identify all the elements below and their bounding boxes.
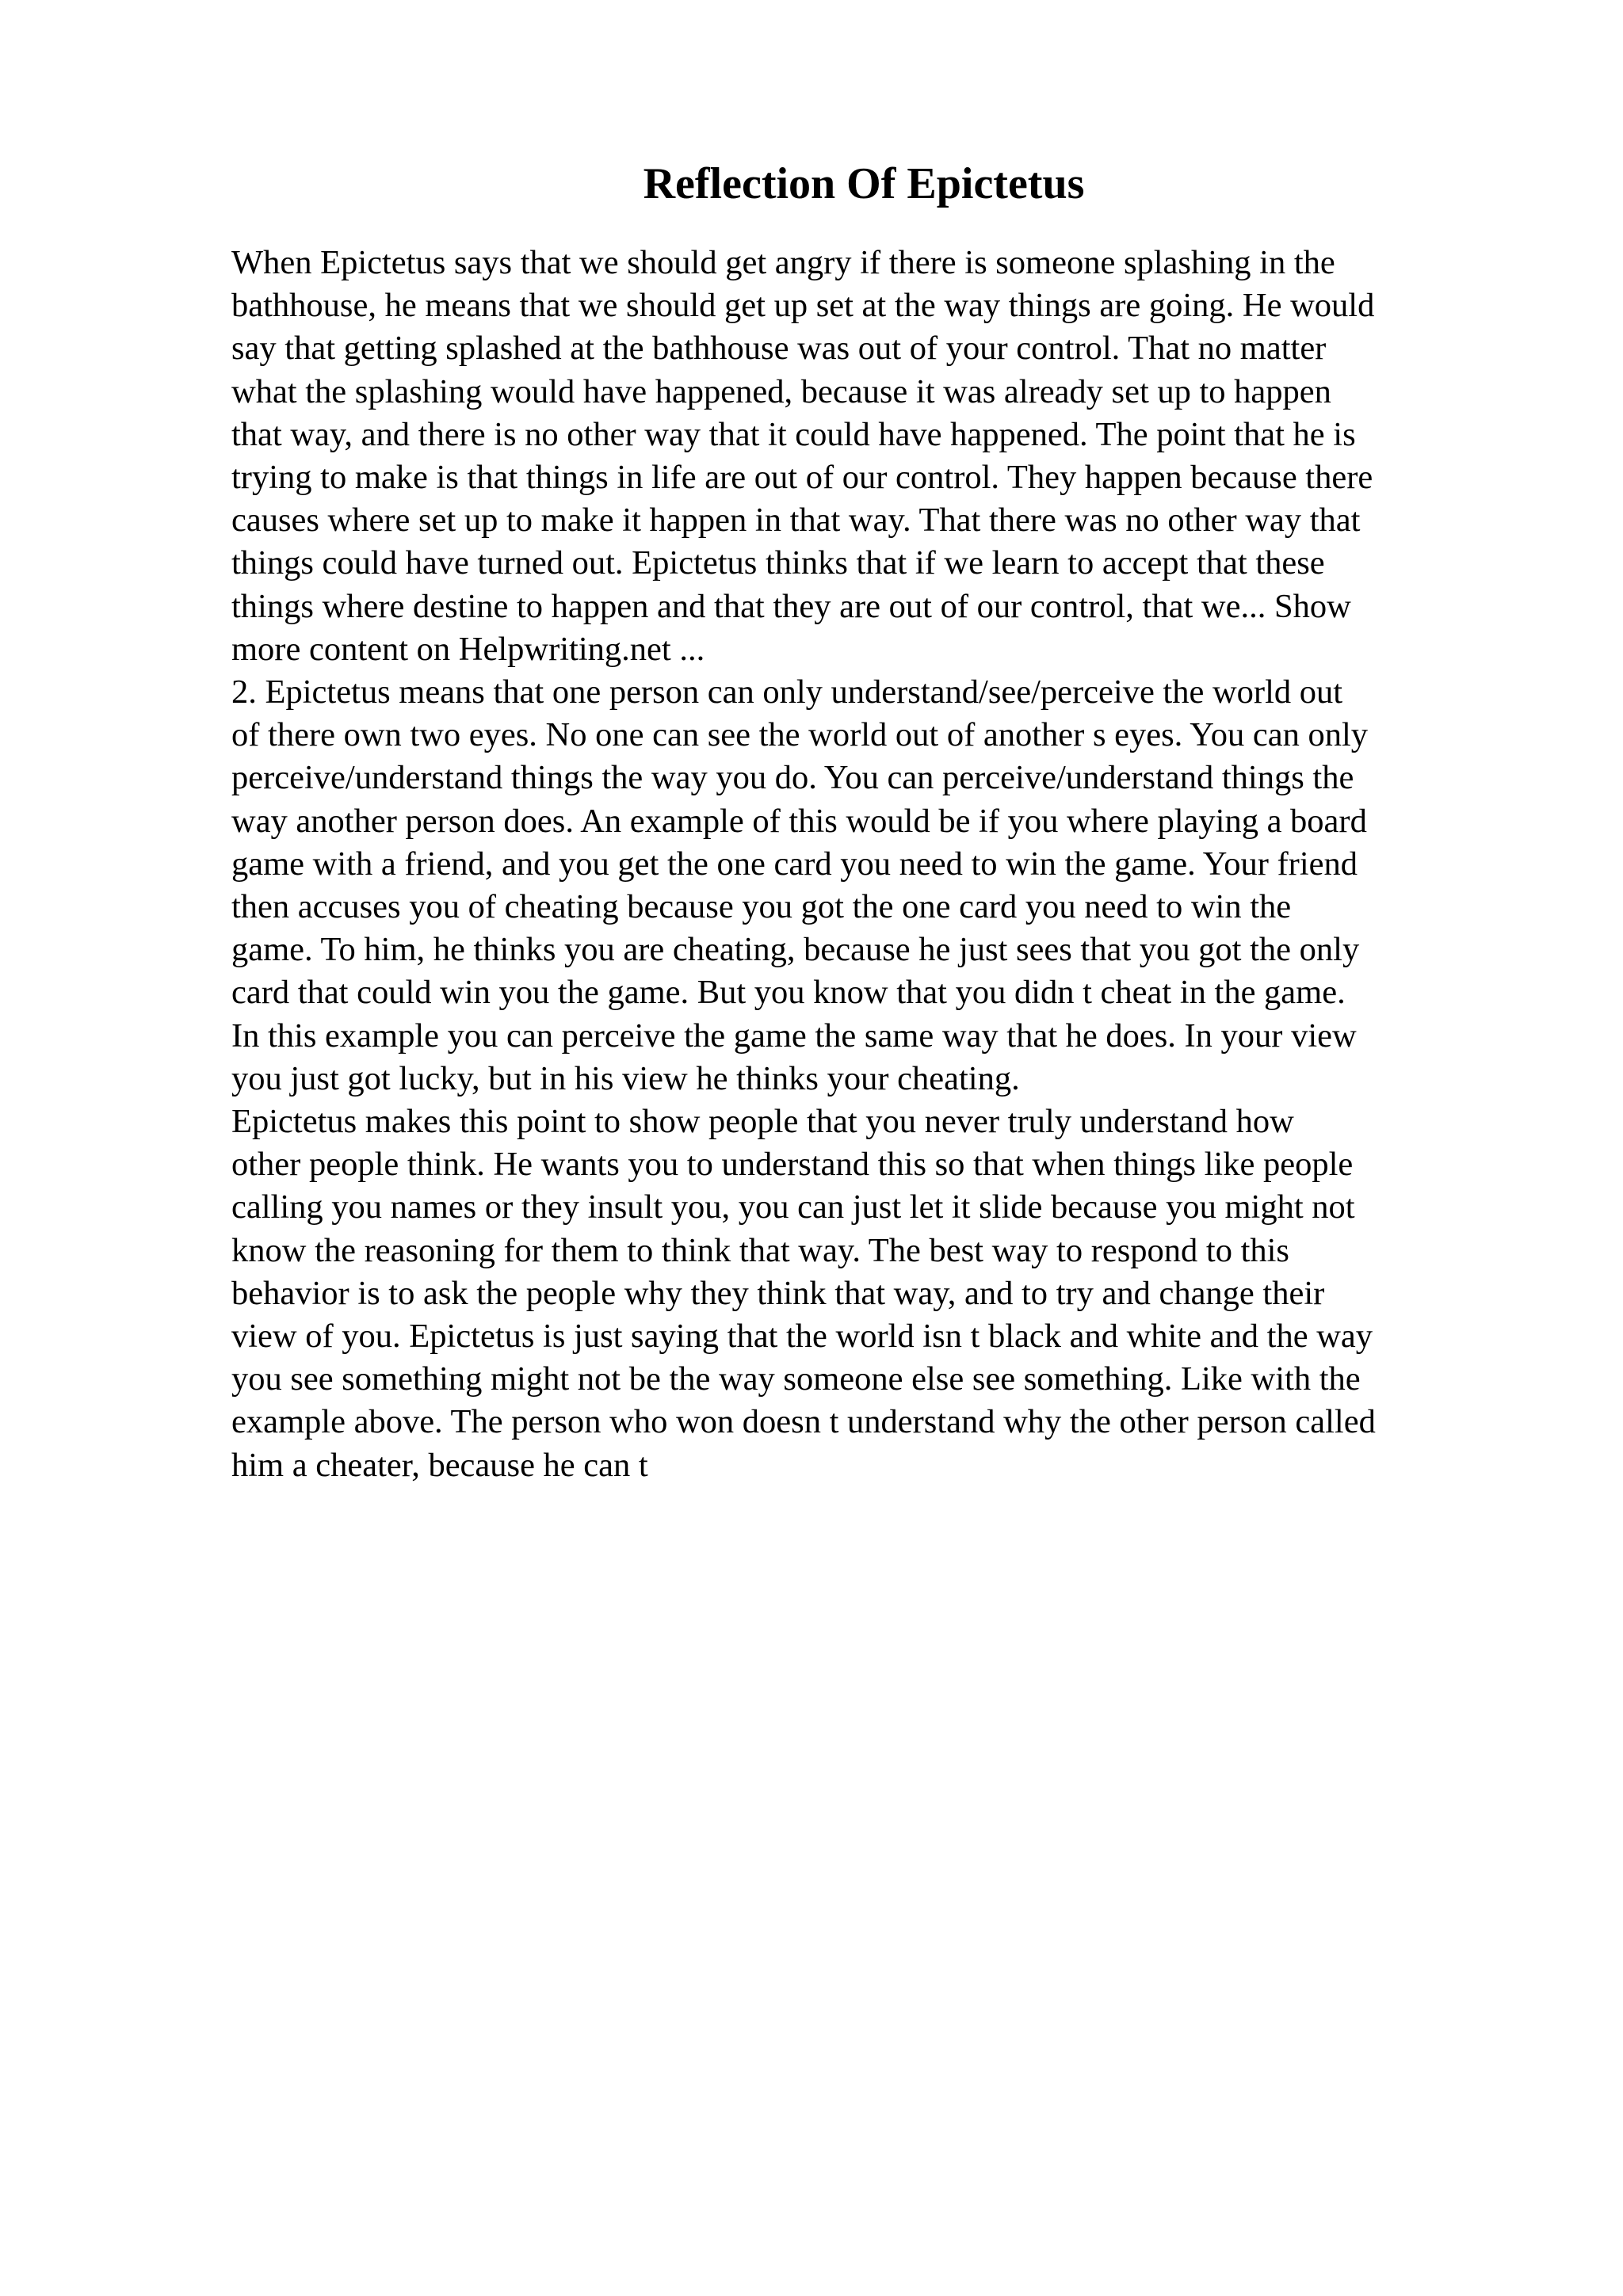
body-line: bathhouse, he means that we should get up set at the way things are going. He would xyxy=(231,287,1375,325)
body-line: then accuses you of cheating because you got the one card you need to win the xyxy=(231,888,1292,926)
body-line: you just got lucky, but in his view he thinks your cheating. xyxy=(231,1059,1020,1097)
body-line: of there own two eyes. No one can see the world out of another s eyes. You can only xyxy=(231,716,1369,754)
body-line: way another person does. An example of this would be if you where playing a board xyxy=(231,802,1367,840)
body-line: say that getting splashed at the bathhouse was out of your control. That no matter xyxy=(231,330,1327,368)
body-line: game. To him, he thinks you are cheating, because he just sees that you got the only xyxy=(231,931,1360,969)
document-title: Reflection Of Epictetus xyxy=(643,159,1085,208)
body-line: Epictetus makes this point to show people that you never truly understand how xyxy=(231,1103,1294,1141)
body-line: what the splashing would have happened, because it was already set up to happen xyxy=(231,372,1331,410)
body-line: example above. The person who won doesn t understand why the other person called xyxy=(231,1403,1376,1441)
body-line: perceive/understand things the way you do. You can perceive/understand things the xyxy=(231,759,1354,797)
body-line: game with a friend, and you get the one card you need to win the game. Your friend xyxy=(231,845,1358,883)
body-line: more content on Helpwriting.net ... xyxy=(231,630,705,668)
body-line: When Epictetus says that we should get angry if there is someone splashing in the xyxy=(231,244,1335,281)
body-line: things could have turned out. Epictetus thinks that if we learn to accept that these xyxy=(231,544,1325,582)
body-line: know the reasoning for them to think that way. The best way to respond to this xyxy=(231,1231,1289,1269)
body-line: that way, and there is no other way that it could have happened. The point that he is xyxy=(231,415,1356,453)
body-line: other people think. He wants you to understand this so that when things like people xyxy=(231,1146,1354,1184)
body-line: card that could win you the game. But you know that you didn t cheat in the game. xyxy=(231,974,1346,1012)
body-line: In this example you can perceive the game the same way that he does. In your view xyxy=(231,1016,1357,1055)
body-line: you see something might not be the way someone else see something. Like with the xyxy=(231,1360,1361,1398)
body-line: behavior is to ask the people why they think that way, and to try and change their xyxy=(231,1274,1325,1312)
document-body xyxy=(231,242,1499,1487)
body-line: causes where set up to make it happen in that way. That there was no other way that xyxy=(231,502,1361,540)
body-line: trying to make is that things in life are out of our control. They happen because there xyxy=(231,459,1373,497)
body-line: calling you names or they insult you, you can just let it slide because you might not xyxy=(231,1188,1355,1226)
body-line: view of you. Epictetus is just saying that the world isn t black and white and the way xyxy=(231,1318,1373,1356)
body-line: things where destine to happen and that they are out of our control, that we... Show xyxy=(231,587,1351,625)
body-line: 2. Epictetus means that one person can only understand/see/perceive the world out xyxy=(231,673,1343,711)
body-line: him a cheater, because he can t xyxy=(231,1446,648,1484)
